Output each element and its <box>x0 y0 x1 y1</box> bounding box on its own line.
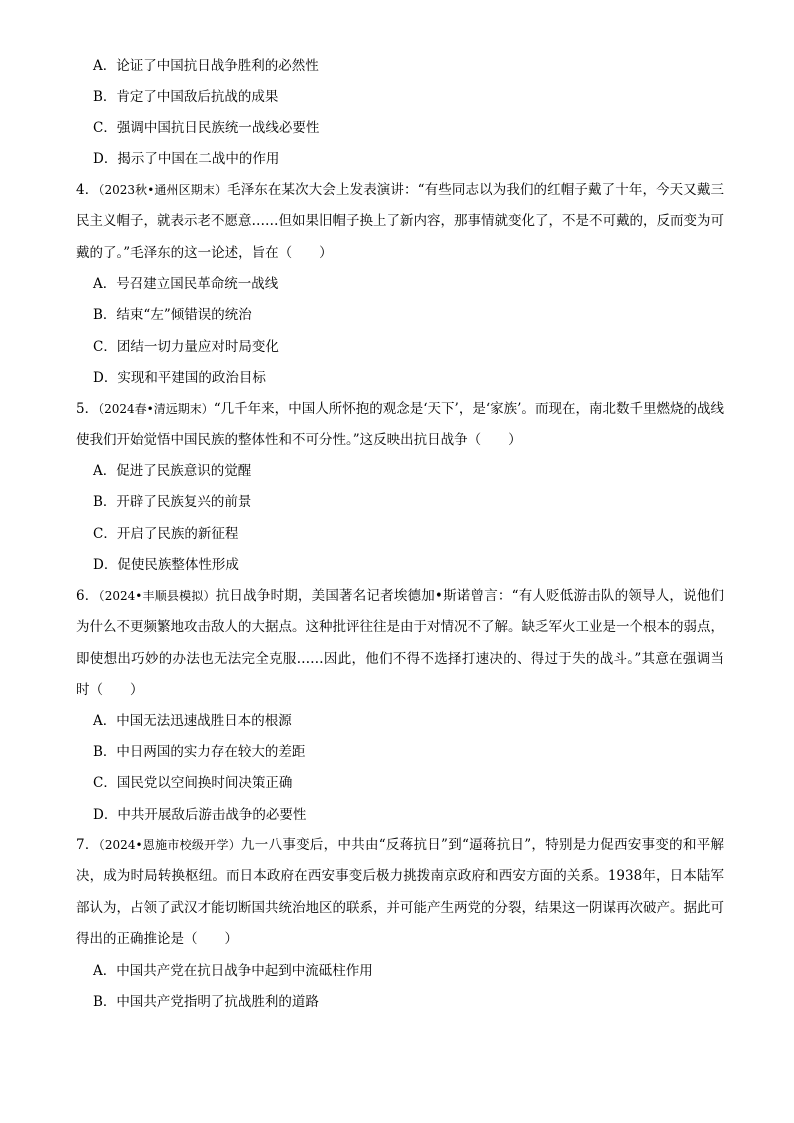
question-text: 毛泽东在某次大会上发表演讲：“有些同志以为我们的红帽子戴了十年，今天又戴三民主义帽子，就表示老不愿意……但如果旧帽子换上了新内容，那事情就变化了，不是不可戴的，反而变为可戴的了。”毛泽东的这一论述，旨在（ ） <box>76 182 725 261</box>
q3-option-c: C．强调中国抗日民族统一战线必要性 <box>93 120 320 136</box>
question-number: 6． <box>76 588 99 604</box>
question-6-stem <box>76 581 724 706</box>
question-source: （2023秋•通州区期末） <box>98 183 228 197</box>
question-number: 7． <box>76 837 99 853</box>
q7-option-b: B．中国共产党指明了抗战胜利的道路 <box>93 994 319 1010</box>
q3-option-b: B．肯定了中国敌后抗战的成果 <box>93 89 279 105</box>
question-text: 抗日战争时期，美国著名记者埃德加•斯诺曾言：“有人贬低游击队的领导人，说他们为什么不更频繁地攻击敌人的大据点。这种批评往往是由于对情况不了解。缺乏军火工业是一个根本的弱点，即使想出巧妙的办法也无法完全克服……因此，他们不得不选择打速决的、得过于失的战斗。”其意在强调当时（ ） <box>76 588 725 698</box>
q5-option-c: C．开启了民族的新征程 <box>93 526 239 542</box>
question-source: （2024•丰顺县模拟） <box>98 589 216 603</box>
q6-option-b: B．中日两国的实力存在较大的差距 <box>93 744 306 760</box>
q7-option-a: A．中国共产党在抗日战争中起到中流砥柱作用 <box>93 963 373 979</box>
question-text: “几千年来，中国人所怀抱的观念是‘天下’，是‘家族’。而现在，南北数千里燃烧的战线使我们开始觉悟中国民族的整体性和不可分性。”这反映出抗日战争（ ） <box>76 401 724 449</box>
question-number: 4． <box>76 182 99 198</box>
question-source: （2024春•清远期末） <box>98 402 214 416</box>
q6-option-d: D．中共开展敌后游击战争的必要性 <box>93 807 307 823</box>
q6-option-c: C．国民党以空间换时间决策正确 <box>93 775 293 791</box>
q5-option-d: D．促使民族整体性形成 <box>93 557 239 573</box>
q4-option-c: C．团结一切力量应对时局变化 <box>93 339 279 355</box>
q4-option-d: D．实现和平建国的政治目标 <box>93 370 266 386</box>
question-5-stem <box>76 394 724 457</box>
q5-option-a: A．促进了民族意识的觉醒 <box>93 463 252 479</box>
q3-option-d: D．揭示了中国在二战中的作用 <box>93 151 280 167</box>
q5-option-b: B．开辟了民族复兴的前景 <box>93 494 252 510</box>
question-4-stem <box>76 175 724 269</box>
question-text: 九一八事变后，中共由“反蒋抗日”到“逼蒋抗日”，特别是力促西安事变的和平解决，成为时局转换枢纽。而日本政府在西安事变后极力挑拨南京政府和西安方面的关系。1938年，日本陆军部认为，占领了武汉才能切断国共统治地区的联系，并可能产生两党的分裂，结果这一阴谋再次破产。据此可得出的正确推论是（ ） <box>76 837 724 947</box>
q4-option-a: A．号召建立国民革命统一战线 <box>93 276 279 292</box>
question-7-stem <box>76 830 724 955</box>
q6-option-a: A．中国无法迅速战胜日本的根源 <box>93 713 292 729</box>
q3-option-a: A．论证了中国抗日战争胜利的必然性 <box>93 58 319 74</box>
q4-option-b: B．结束“左”倾错误的统治 <box>93 307 252 323</box>
question-source: （2024•恩施市校级开学） <box>98 838 242 852</box>
question-number: 5． <box>76 401 99 417</box>
